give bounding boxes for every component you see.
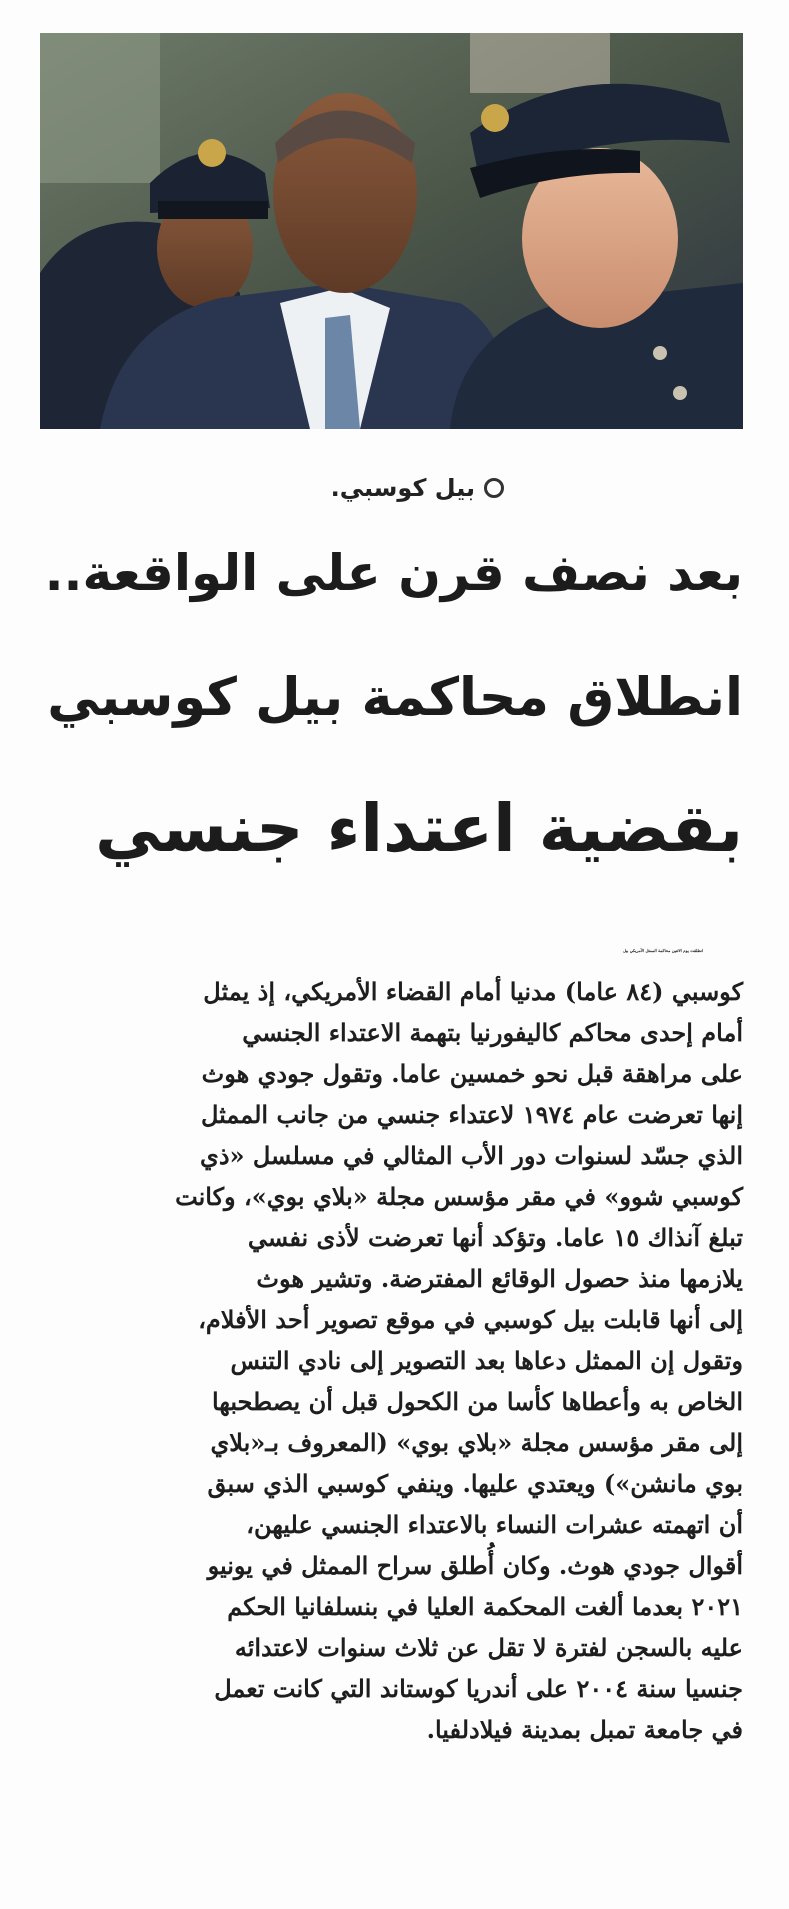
article-line: عليه بالسجن لفترة لا تقل عن ثلاث سنوات لاعتدائه [234,1633,743,1662]
article-line: انطلقت يوم الاثنين محاكمة الممثل الأمريكي بيل [622,948,703,953]
article-line: إلى مقر مؤسس مجلة «بلاي بوي» (المعروف بـ«بلاي [210,1428,743,1457]
headline-line-2: انطلاق محاكمة بيل كوسبي [47,667,743,728]
article-body [43,930,743,1750]
article-line: على مراهقة قبل نحو خمسين عاما. وتقول جودي هوث [201,1059,743,1088]
photo-placeholder-icon [40,33,743,429]
headline-line-1: بعد نصف قرن على الواقعة.. [44,544,743,602]
article-line: أقوال جودي هوث. وكان أُطلق سراح الممثل في يونيو [207,1551,743,1580]
article-line: إنها تعرضت عام ١٩٧٤ لاعتداء جنسي من جانب الممثل [200,1100,743,1129]
article-line: كوسبي (٨٤ عاما) مدنيا أمام القضاء الأمريكي، إذ يمثل [203,977,743,1006]
article-line: ٢٠٢١ بعدما ألغت المحكمة العليا في بنسلفانيا الحكم [227,1592,743,1621]
article-line: الذي جسّد لسنوات دور الأب المثالي في مسلسل «ذي [200,1141,743,1170]
caption-bullet-icon [484,478,504,498]
article-line: إلى أنها قابلت بيل كوسبي في موقع تصوير أحد الأفلام، [198,1305,743,1334]
news-photo [40,33,743,429]
article-line: جنسيا سنة ٢٠٠٤ على أندريا كوستاند التي كانت تعمل [214,1674,743,1703]
article-line: أن اتهمته عشرات النساء بالاعتداء الجنسي عليهن، [246,1510,743,1539]
article-line: وتقول إن الممثل دعاها بعد التصوير إلى نادي التنس [230,1346,743,1375]
headline-line-3: بقضية اعتداء جنسي [95,790,743,867]
article-line: بوي مانشن») ويعتدي عليها. وينفي كوسبي الذي سبق [207,1469,743,1498]
article-line: تبلغ آنذاك ١٥ عاما. وتؤكد أنها تعرضت لأذى نفسي [247,1223,743,1252]
photo-caption [331,474,504,502]
article-line: أمام إحدى محاكم كاليفورنيا بتهمة الاعتداء الجنسي [242,1018,743,1047]
article-line: في جامعة تمبل بمدينة فيلادلفيا. [426,1715,743,1744]
article-line: كوسبي شوو» في مقر مؤسس مجلة «بلاي بوي»، وكانت [175,1182,743,1211]
article-line: يلازمها منذ حصول الوقائع المفترضة. وتشير هوث [256,1264,743,1293]
caption-text: بيل كوسبي. [330,474,475,502]
article-line: الخاص به وأعطاها كأسا من الكحول قبل أن يصطحبها [211,1387,743,1416]
